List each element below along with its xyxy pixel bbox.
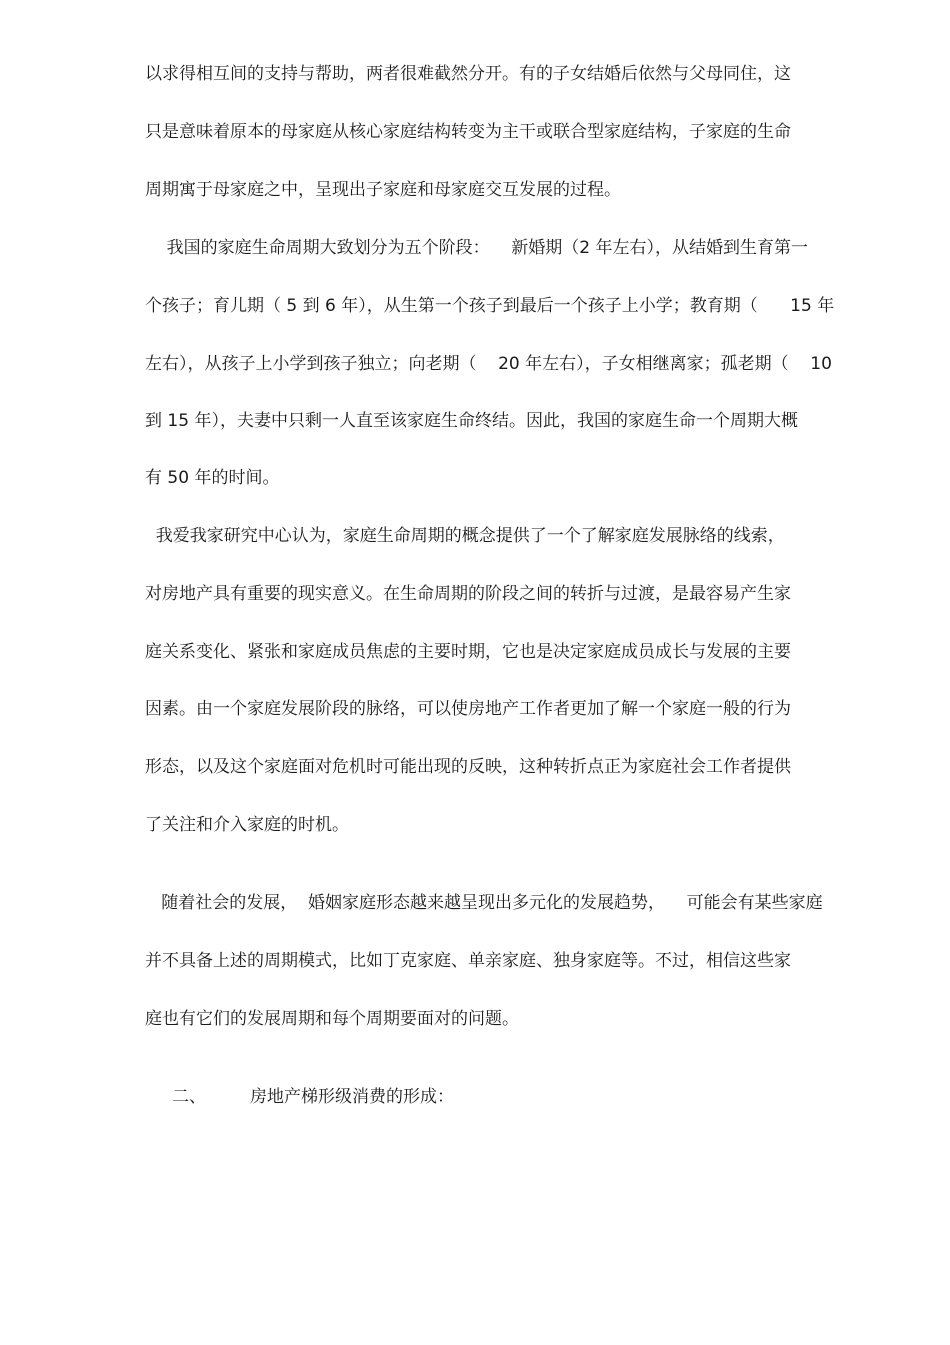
paragraph-line: 我爱我家研究中心认为，家庭生命周期的概念提供了一个了解家庭发展脉络的线索， bbox=[145, 526, 785, 546]
paragraph-line: 到 15 年），夫妻中只剩一人直至该家庭生命终结。因此，我国的家庭生命一个周期大概 bbox=[145, 411, 798, 431]
paragraph-line: 对房地产具有重要的现实意义。在生命周期的阶段之间的转折与过渡，是最容易产生家 bbox=[145, 584, 791, 604]
section-number: 二、 bbox=[172, 1087, 206, 1107]
paragraph-line: 左右），从孩子上小学到孩子独立；向老期（ 20 年左右），子女相继离家；孤老期（ 10 bbox=[145, 354, 832, 374]
paragraph-line: 随着社会的发展， 婚姻家庭形态越来越呈现出多元化的发展趋势， 可能会有某些家庭 bbox=[145, 893, 823, 913]
paragraph-line: 形态，以及这个家庭面对危机时可能出现的反映，这种转折点正为家庭社会工作者提供 bbox=[145, 757, 791, 777]
paragraph-line: 因素。由一个家庭发展阶段的脉络，可以使房地产工作者更加了解一个家庭一般的行为 bbox=[145, 699, 791, 719]
paragraph-line: 庭关系变化、紧张和家庭成员焦虑的主要时期，它也是决定家庭成员成长与发展的主要 bbox=[145, 642, 791, 662]
paragraph-line: 只是意味着原本的母家庭从核心家庭结构转变为主干或联合型家庭结构，子家庭的生命 bbox=[145, 122, 791, 142]
paragraph-line: 我国的家庭生命周期大致划分为五个阶段： 新婚期（2 年左右），从结婚到生育第一 bbox=[145, 238, 808, 258]
paragraph-line: 了关注和介入家庭的时机。 bbox=[145, 815, 349, 835]
paragraph-line: 并不具备上述的周期模式，比如丁克家庭、单亲家庭、独身家庭等。不过，相信这些家 bbox=[145, 951, 791, 971]
paragraph-line: 个孩子；育儿期（ 5 到 6 年），从生第一个孩子到最后一个孩子上小学；教育期（ 15 年 bbox=[145, 296, 835, 316]
paragraph-line: 以求得相互间的支持与帮助，两者很难截然分开。有的子女结婚后依然与父母同住，这 bbox=[145, 64, 791, 84]
paragraph-line: 周期寓于母家庭之中，呈现出子家庭和母家庭交互发展的过程。 bbox=[145, 180, 621, 200]
paragraph-line: 有 50 年的时间。 bbox=[145, 468, 280, 488]
paragraph-line: 庭也有它们的发展周期和每个周期要面对的问题。 bbox=[145, 1009, 519, 1029]
section-heading: 房地产梯形级消费的形成： bbox=[250, 1087, 454, 1107]
